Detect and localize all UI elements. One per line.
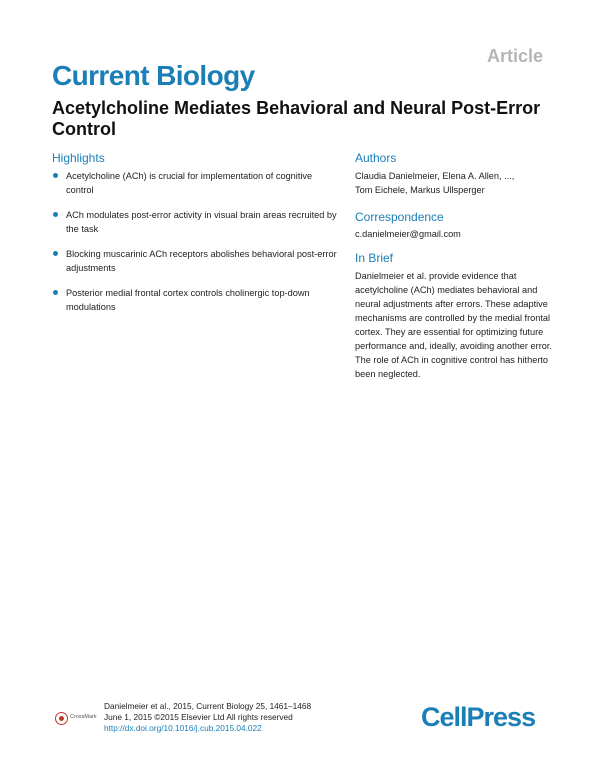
highlight-item [52, 208, 342, 236]
article-type-label: Article [486, 46, 543, 66]
bullet-icon [53, 290, 58, 295]
in-brief-heading: In Brief [355, 251, 394, 265]
highlight-text: Acetylcholine (ACh) is crucial for implementation of cognitive control [66, 171, 313, 195]
bullet-icon [53, 212, 58, 217]
highlight-text: ACh modulates post-error activity in visual brain areas recruited by the task [66, 210, 337, 234]
crossmark-icon [55, 712, 68, 725]
doi-link[interactable]: http://dx.doi.org/10.1016/j.cub.2015.04.022 [104, 723, 262, 733]
highlight-item [52, 247, 342, 275]
correspondence-heading: Correspondence [355, 210, 444, 224]
bullet-icon [53, 173, 58, 178]
article-title: Acetylcholine Mediates Behavioral and Neural Post-Error Control [52, 98, 541, 139]
bullet-icon [53, 251, 58, 256]
highlights-list [52, 169, 342, 325]
highlight-text: Posterior medial frontal cortex controls cholinergic top-down modulations [66, 288, 310, 312]
crossmark-logo[interactable] [55, 711, 101, 727]
highlights-heading: Highlights [52, 151, 105, 165]
citation-block [104, 701, 311, 734]
authors-line: Claudia Danielmeier, Elena A. Allen, ..., [355, 171, 515, 181]
authors-list [355, 169, 555, 197]
publisher-logo: CellPress [421, 702, 536, 732]
journal-logo: Current Biology [52, 60, 255, 91]
in-brief-text: Danielmeier et al. provide evidence that acetylcholine (ACh) mediates behavioral and neural adjustments after errors. These adaptive mechanisms are controlled by the medial frontal cortex. They are essential for optimizing future performance and, ideally, avoiding another error. The role of ACh in cognitive control has hitherto been neglected. [355, 271, 552, 379]
correspondence-email[interactable]: c.danielmeier@gmail.com [355, 229, 461, 239]
highlight-item [52, 286, 342, 314]
highlight-item [52, 169, 342, 197]
citation-line: Danielmeier et al., 2015, Current Biology 25, 1461–1468 [104, 701, 312, 711]
citation-line: June 1, 2015 ©2015 Elsevier Ltd All rights reserved [104, 712, 293, 722]
authors-heading: Authors [355, 151, 397, 165]
crossmark-label: CrossMark [70, 714, 97, 720]
authors-line: Tom Eichele, Markus Ullsperger [355, 185, 485, 195]
highlight-text: Blocking muscarinic ACh receptors abolishes behavioral post-error adjustments [66, 249, 337, 273]
